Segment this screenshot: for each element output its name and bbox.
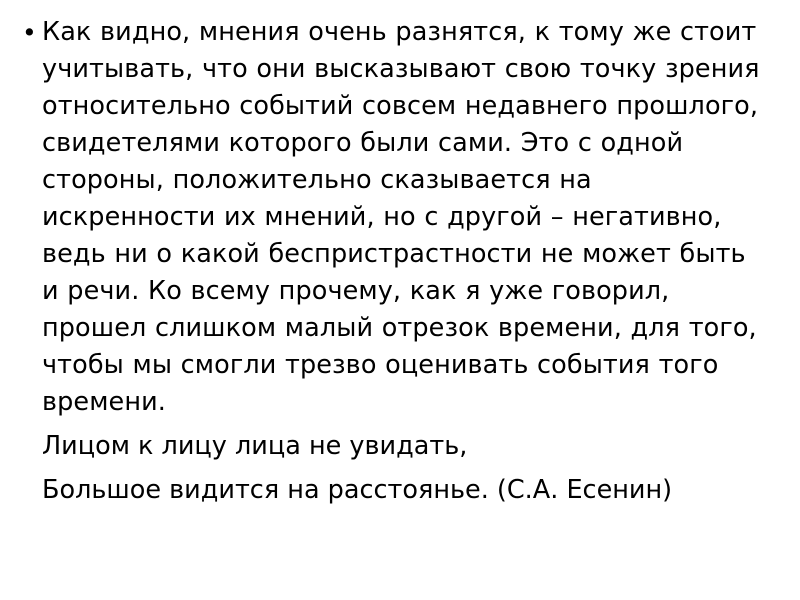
- quote-spacer: [22, 465, 770, 472]
- paragraph-spacer: [22, 421, 770, 428]
- bullet-point-icon: •: [22, 18, 37, 47]
- bullet-paragraph-main: [22, 14, 770, 421]
- quote-line-first: Лицом к лицу лица не увидать,: [42, 431, 468, 461]
- quote-line-second: Большое видится на расстоянье. (С.А. Есенин): [42, 475, 673, 505]
- paragraph-text-main: Как видно, мнения очень разнятся, к тому же стоит учитывать, что они высказывают свою точку зрения относительно событий совсем недавнего прошлого, свидетелями которого были сами. Это с одной стороны, положительно сказывается на искренности их мнений, но с другой – негативно, ведь ни о какой беспристрастности не может быть и речи. Ко всему прочему, как я уже говорил, прошел слишком малый отрезок времени, для того, чтобы мы смогли трезво оценивать события того времени.: [42, 17, 760, 417]
